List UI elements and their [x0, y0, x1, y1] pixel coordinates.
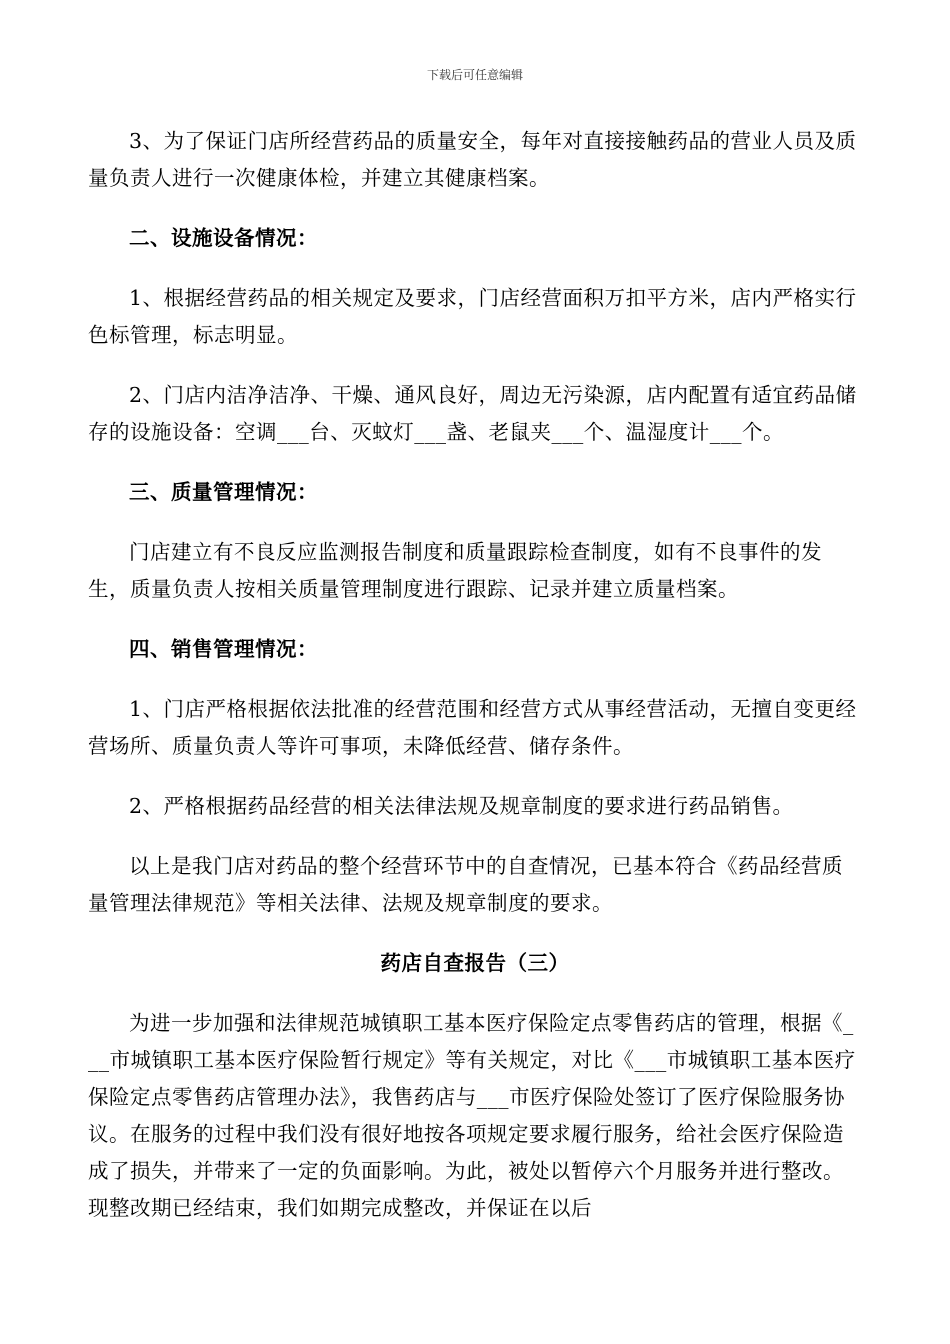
heading-facilities: 二、设施设备情况： [129, 226, 318, 250]
page-header: 下载后可任意编辑 [426, 68, 523, 82]
heading-sales-management: 四、销售管理情况： [129, 637, 318, 661]
paragraph-store-equipment: 2、门店内洁净洁净、干燥、通风良好，周边无污染源，店内配置有适宜药品储存的设施设备：空调___台、灭蚊灯___盏、老鼠夹___个、温湿度计___个。 [88, 383, 857, 444]
paragraph-sales-compliance: 2、严格根据药品经营的相关法律法规及规章制度的要求进行药品销售。 [129, 794, 794, 818]
report-title: 药店自查报告（三） [380, 951, 570, 975]
paragraph-report-intro: 为进一步加强和法律规范城镇职工基本医疗保险定点零售药店的管理，根据《___市城镇职工基本医疗保险暂行规定》等有关规定，对比《___市城镇职工基本医疗保险定点零售药店管理办法》，我售药店与___市医疗保险处签订了医疗保险服务协议。在服务的过程中我们没有很好地按各项规定要求履行服务，给社会医疗保险造成了损失，并带来了一定的负面影响。为此，被处以暂停六个月服务并进行整改。现整改期已经结束，我们如期完成整改，并保证在以后 [88, 1011, 856, 1220]
paragraph-conclusion: 以上是我门店对药品的整个经营环节中的自查情况，已基本符合《药品经营质量管理法律规范》等相关法律、法规及规章制度的要求。 [88, 854, 843, 915]
paragraph-quality-tracking: 门店建立有不良反应监测报告制度和质量跟踪检查制度，如有不良事件的发生，质量负责人按相关质量管理制度进行跟踪、记录并建立质量档案。 [88, 540, 822, 601]
document-body [88, 123, 862, 1250]
paragraph-sales-scope: 1、门店严格根据依法批准的经营范围和经营方式从事经营活动，无擅自变更经营场所、质量负责人等许可事项，未降低经营、储存条件。 [88, 697, 857, 758]
paragraph-store-area: 1、根据经营药品的相关规定及要求，门店经营面积万扣平方米，店内严格实行色标管理，标志明显。 [88, 286, 857, 347]
paragraph-staff-health: 3、为了保证门店所经营药品的质量安全，每年对直接接触药品的营业人员及质量负责人进行一次健康体检，并建立其健康档案。 [88, 129, 857, 190]
heading-quality-management: 三、质量管理情况： [129, 480, 318, 504]
